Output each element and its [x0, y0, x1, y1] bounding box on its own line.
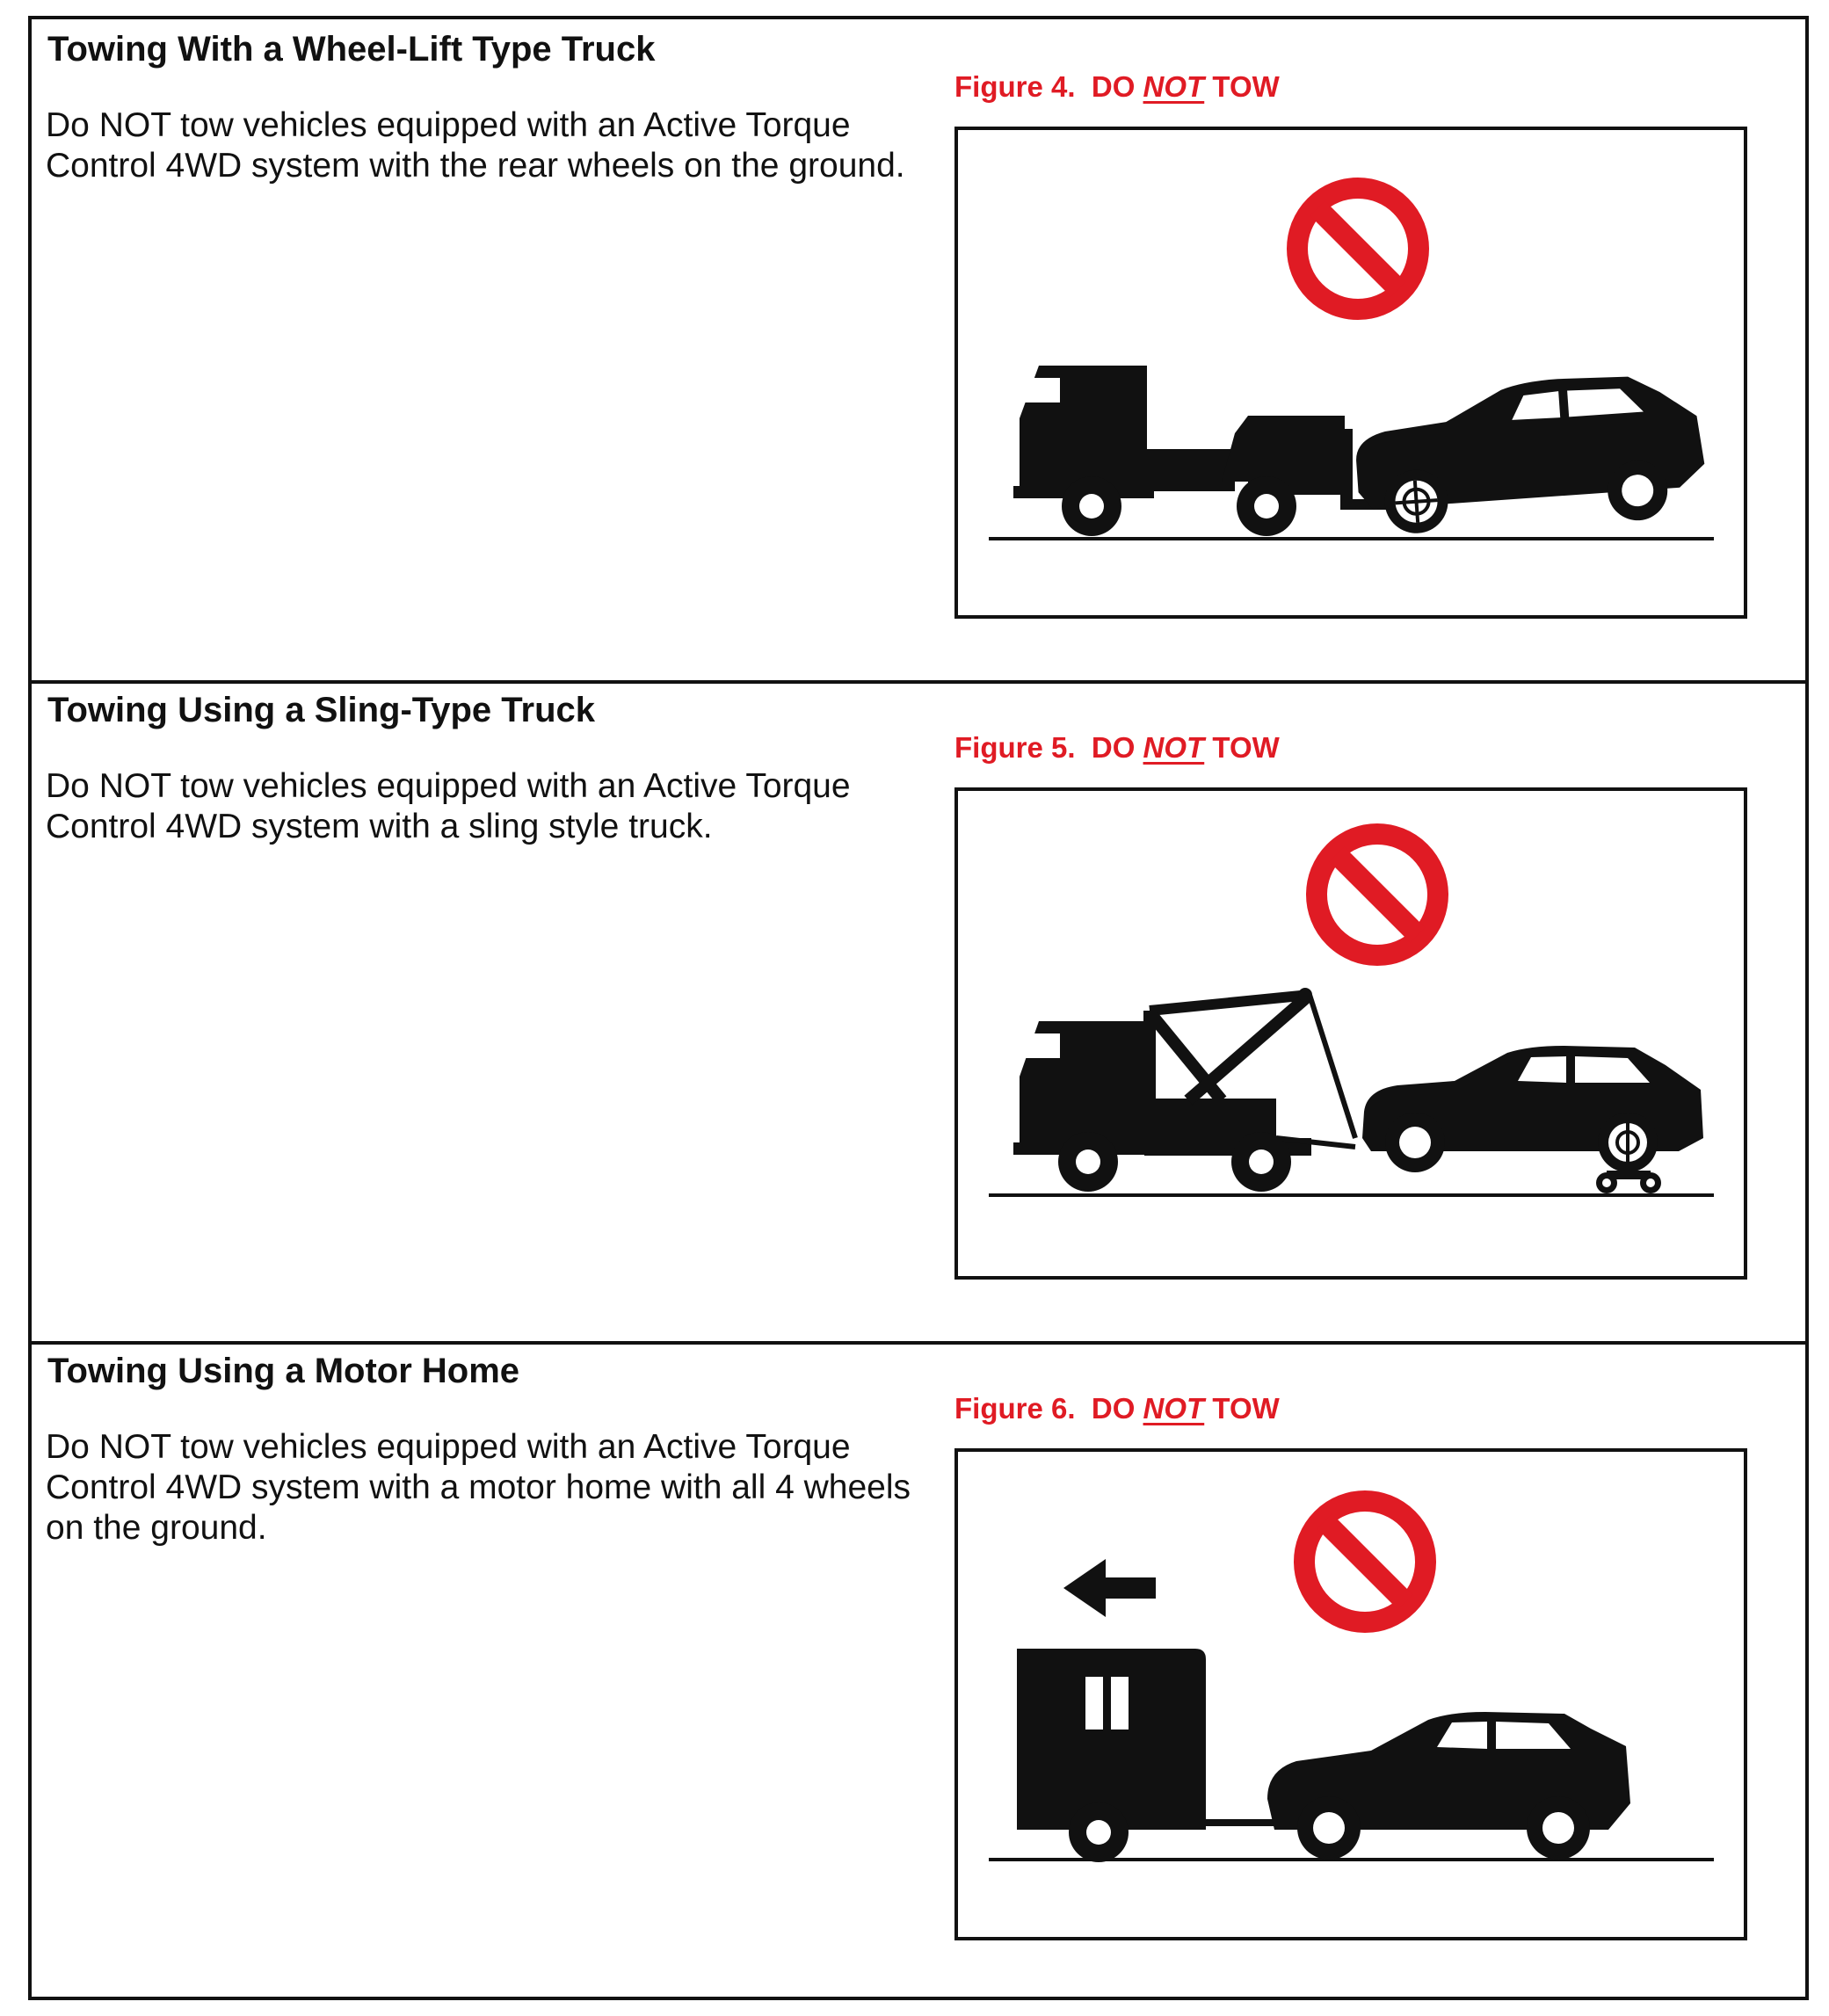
sling-truck-illustration — [958, 791, 1744, 1276]
figure-tow: TOW — [1212, 70, 1280, 103]
figure-do: DO — [1091, 1392, 1136, 1425]
figure-box — [954, 787, 1747, 1280]
document-frame — [28, 16, 1809, 2000]
motor-home-icon — [1017, 1649, 1285, 1862]
figure-not: NOT — [1143, 731, 1205, 764]
section-body: Do NOT tow vehicles equipped with an Active Torque Control 4WD system with a motor home with all 4 wheels on the ground. — [46, 1428, 911, 1547]
figure-do: DO — [1091, 70, 1136, 103]
wheel-lift-truck-illustration — [958, 130, 1744, 615]
figure-tow: TOW — [1212, 731, 1280, 764]
prohibition-icon — [1317, 834, 1438, 955]
figure-box — [954, 1448, 1747, 1940]
figure-do: DO — [1091, 731, 1136, 764]
figure-caption — [954, 731, 1280, 765]
suv-icon — [1352, 369, 1709, 540]
section-motor-home — [32, 1345, 1805, 2000]
section-title: Towing Using a Motor Home — [47, 1352, 520, 1390]
section-title: Towing With a Wheel-Lift Type Truck — [47, 30, 656, 69]
figure-label: Figure 4. — [954, 70, 1076, 103]
prohibition-icon — [1297, 188, 1419, 309]
section-title: Towing Using a Sling-Type Truck — [47, 691, 596, 729]
figure-box — [954, 127, 1747, 619]
direction-arrow-icon — [1063, 1559, 1156, 1617]
figure-label: Figure 5. — [954, 731, 1076, 764]
prohibition-icon — [1304, 1501, 1426, 1622]
section-sling-type — [32, 684, 1805, 1341]
sling-truck-icon — [1013, 988, 1355, 1192]
section-body: Do NOT tow vehicles equipped with an Active Torque Control 4WD system with the rear wheels on the ground. — [46, 106, 905, 185]
suv-icon — [1267, 1712, 1630, 1860]
figure-tow: TOW — [1212, 1392, 1280, 1425]
suv-icon — [1362, 1046, 1703, 1193]
figure-not: NOT — [1143, 70, 1205, 103]
figure-caption — [954, 1392, 1280, 1425]
figure-not: NOT — [1143, 1392, 1205, 1425]
motor-home-illustration — [958, 1452, 1744, 1937]
section-body: Do NOT tow vehicles equipped with an Active Torque Control 4WD system with a sling style truck. — [46, 767, 851, 845]
figure-caption — [954, 70, 1280, 104]
section-wheel-lift — [32, 19, 1805, 680]
figure-label: Figure 6. — [954, 1392, 1076, 1425]
